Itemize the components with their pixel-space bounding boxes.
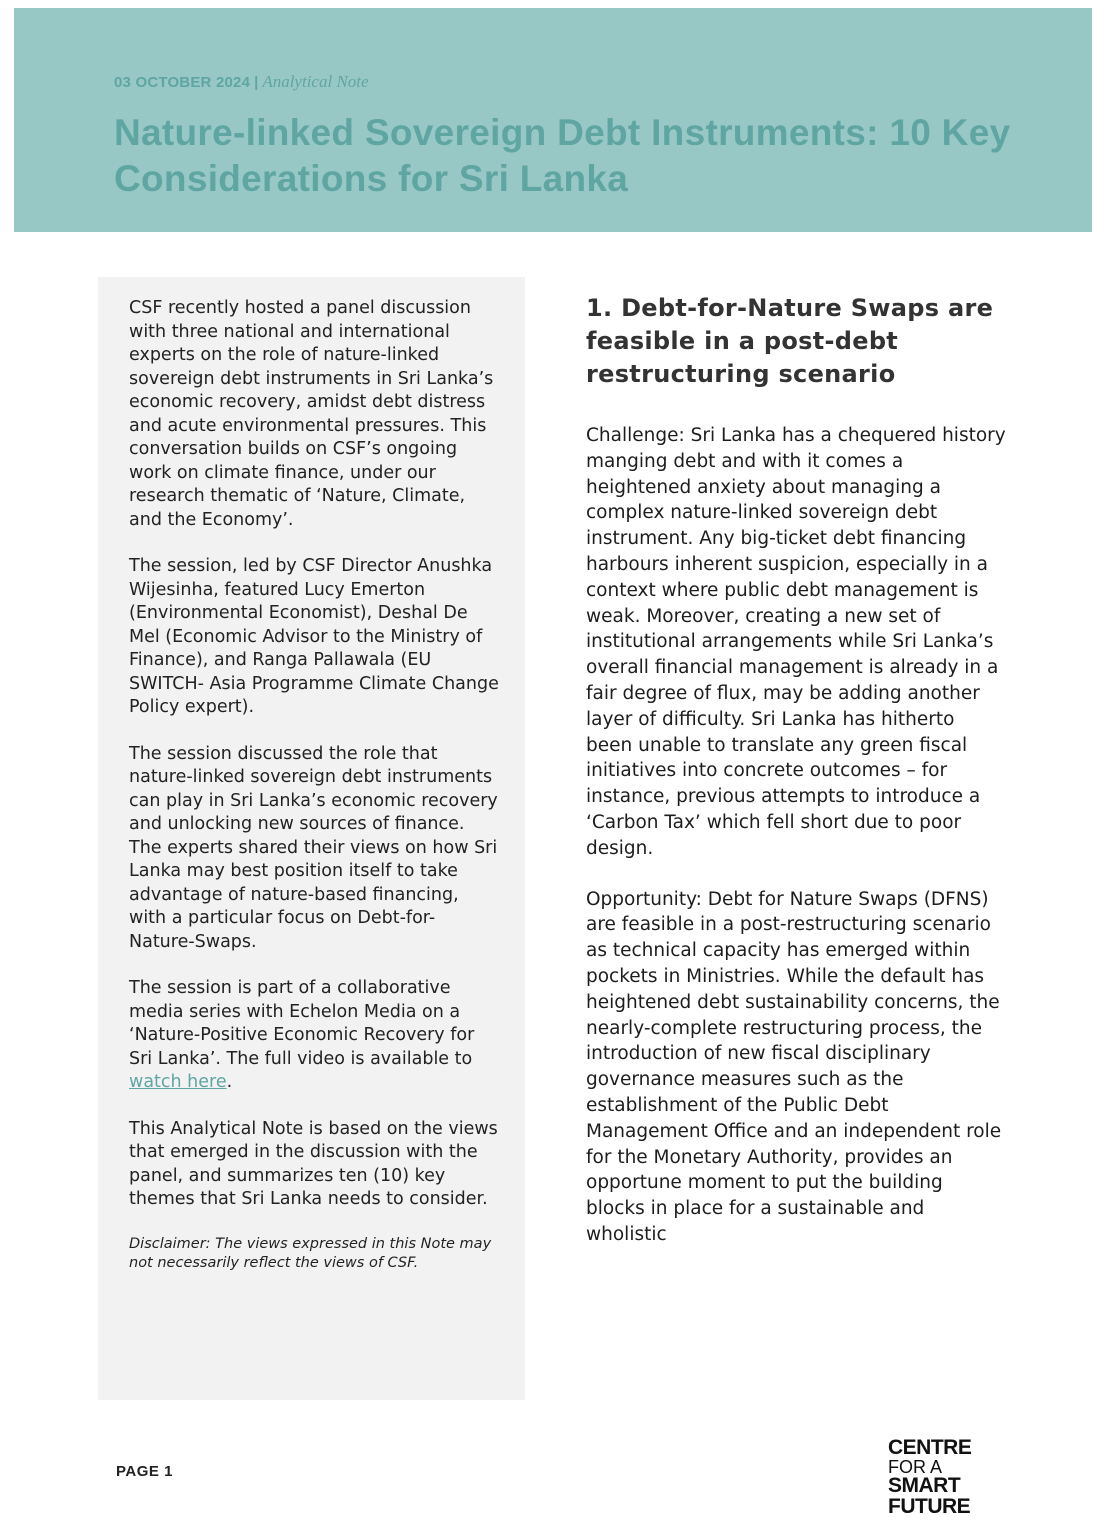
series-text-end: . (226, 1072, 233, 1092)
sidebar-paragraph-series (129, 977, 499, 1095)
page-number: PAGE 1 (116, 1463, 173, 1480)
sidebar-content (129, 297, 499, 1297)
opportunity-paragraph: Opportunity: Debt for Nature Swaps (DFNS) are feasible in a post-restructuring scenario as technical capacity has emerged within pockets in Ministries. While the default has heightened debt sustainability concerns, the nearly-complete restructuring process, the introduction of new fiscal disciplinary governance measures such as the establishment of the Public Debt Management Office and an independent role for the Monetary Authority, provides an opportune moment to put the building blocks in place for a sustainable and wholistic (586, 888, 1002, 1245)
sidebar-paragraph-discussion: The session discussed the role that nature-linked sovereign debt instruments can play in Sri Lanka’s economic recovery and unlocking new sources of finance. The experts shared their views on how Sri Lanka may best position itself to take advantage of nature-based financing, with a particular focus on Debt-for-Nature-Swaps. (129, 743, 498, 952)
document-meta (114, 72, 369, 92)
publication-date: 03 OCTOBER 2024 (114, 74, 251, 91)
logo-line-1: CENTRE (888, 1436, 972, 1459)
disclaimer: Disclaimer: The views expressed in this Note may not necessarily reflect the views of CSF. (129, 1235, 492, 1271)
meta-separator: | (254, 74, 259, 91)
summary-sidebar (98, 277, 525, 1400)
sidebar-paragraph-panel: The session, led by CSF Director Anushka Wijesinha, featured Lucy Emerton (Environmental Economist), Deshal De Mel (Economic Advisor to the Ministry of Finance), and Ranga Pallawala (EU SWITCH- Asia Programme Climate Change Policy expert). (129, 556, 499, 717)
logo-line-3: SMART (888, 1474, 961, 1498)
csf-logo (888, 1438, 971, 1517)
main-content (586, 292, 1006, 1273)
sidebar-paragraph-intro: CSF recently hosted a panel discussion with three national and international experts on the role of nature-linked sovereign debt instruments in Sri Lanka’s economic recovery, amidst debt distress and acute environmental pressures. This conversation builds on CSF’s ongoing work on climate finance, under our research thematic of ‘Nature, Climate, and the Economy’. (129, 298, 494, 530)
document-type: Analytical Note (262, 72, 369, 91)
challenge-paragraph: Challenge: Sri Lanka has a chequered history manging debt and with it comes a heightened anxiety about managing a complex nature-linked sovereign debt instrument. Any big-ticket debt financing harbours inherent suspicion, especially in a context where public debt management is weak. Moreover, creating a new set of institutional arrangements while Sri Lanka’s overall financial management is already in a fair degree of flux, may be adding another layer of difficulty. Sri Lanka has hitherto been unable to translate any green fiscal initiatives into concrete outcomes – for instance, previous attempts to introduce a ‘Carbon Tax’ which fell short due to poor design. (586, 425, 1006, 859)
page-title: Nature-linked Sovereign Debt Instruments: 10 Key Considerations for Sri Lanka (114, 112, 1011, 199)
watch-here-link[interactable]: watch here (129, 1072, 227, 1092)
series-text: The session is part of a collaborative media series with Echelon Media on a ‘Nature-Positive Economic Recovery for Sri Lanka’. The full video is available to (129, 978, 475, 1069)
sidebar-paragraph-note: This Analytical Note is based on the views that emerged in the discussion with the panel, and summarizes ten (10) key themes that Sri Lanka needs to consider. (129, 1118, 498, 1209)
logo-line-2: FOR A (888, 1456, 943, 1477)
section-heading: 1. Debt-for-Nature Swaps are feasible in a post-debt restructuring scenario (586, 294, 994, 388)
logo-line-4: FUTURE (888, 1494, 971, 1518)
